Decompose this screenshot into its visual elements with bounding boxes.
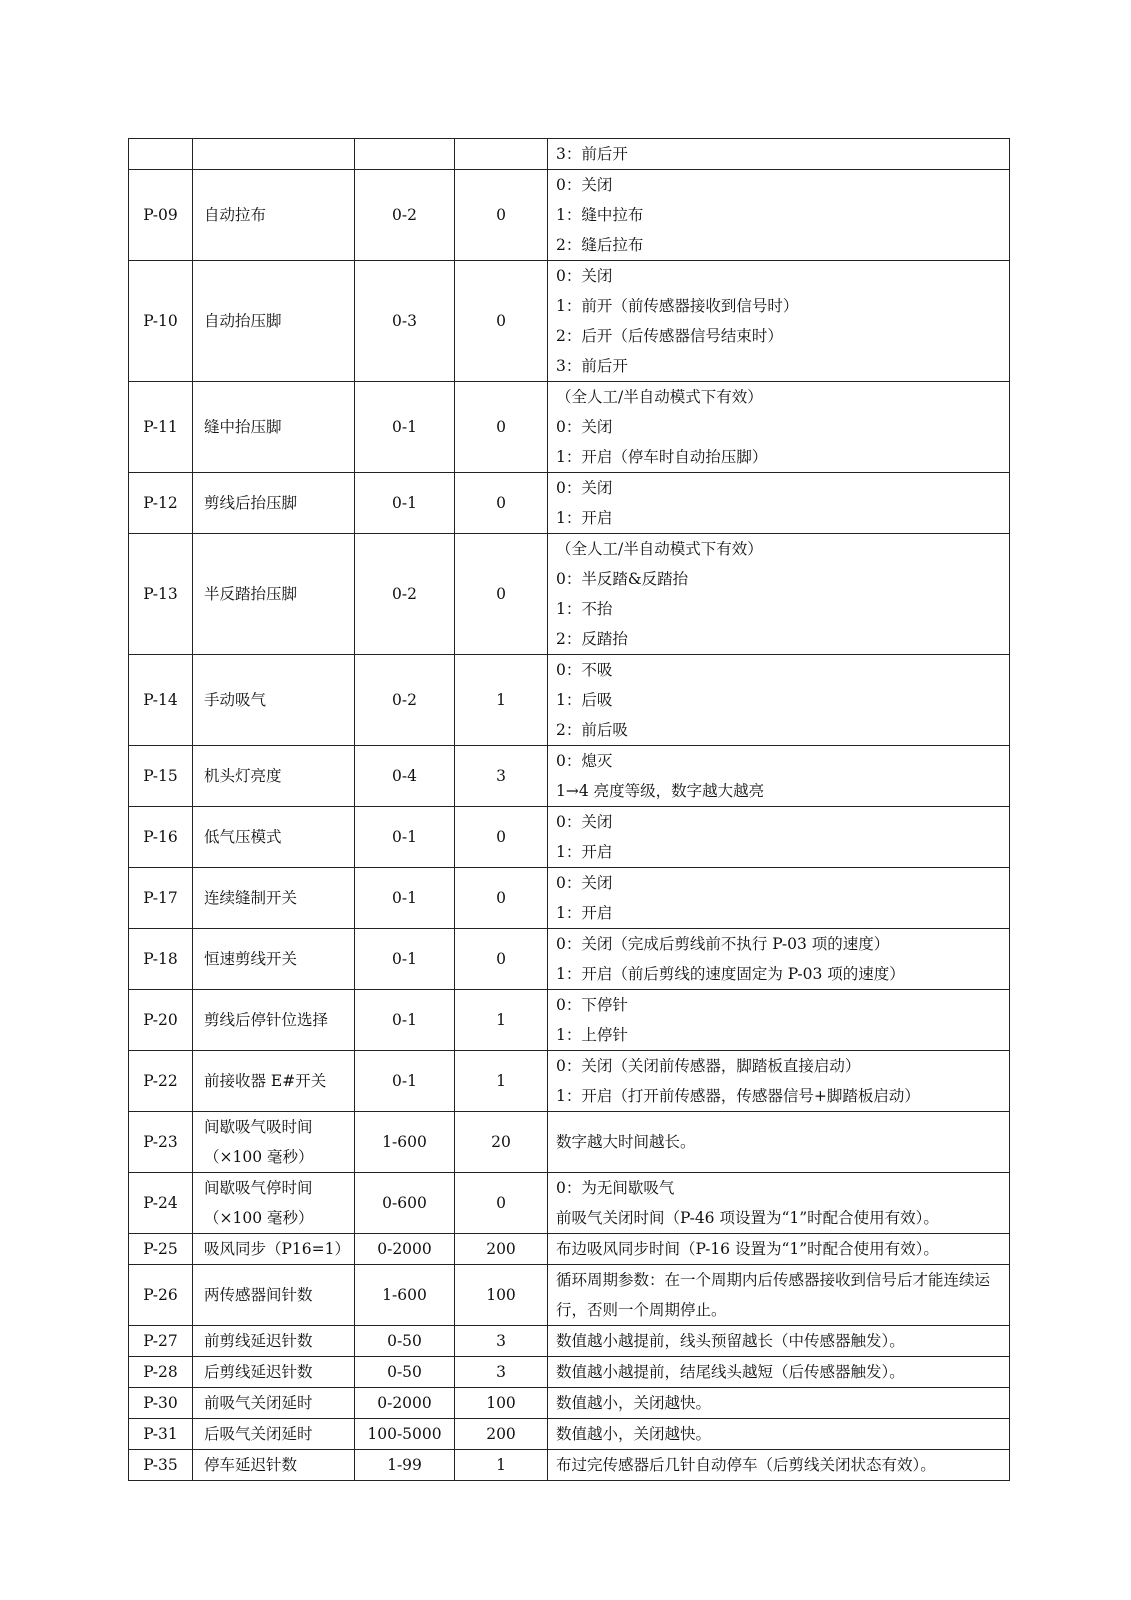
param-name-line: 前接收器 E#开关 (204, 1072, 327, 1090)
description-line: 循环周期参数：在一个周期内后传感器接收到信号后才能连续运行，否则一个周期停止。 (556, 1271, 991, 1319)
param-range: 0-2 (355, 534, 455, 655)
param-description (548, 746, 1010, 807)
param-range: 0-1 (355, 929, 455, 990)
param-name (193, 1234, 355, 1265)
table-row (129, 534, 1010, 655)
param-code: P-15 (129, 746, 193, 807)
param-range: 0-1 (355, 382, 455, 473)
param-description (548, 1173, 1010, 1234)
description-line: 2：前后吸 (556, 721, 628, 739)
param-range: 0-50 (355, 1357, 455, 1388)
description-line: 0：半反踏&反踏抬 (556, 570, 689, 588)
param-default: 0 (455, 929, 548, 990)
param-name-line: 两传感器间针数 (204, 1286, 313, 1304)
table-row (129, 807, 1010, 868)
param-range: 0-3 (355, 261, 455, 382)
param-name-line: 自动抬压脚 (204, 312, 282, 330)
description-line: 0：关闭（完成后剪线前不执行 P-03 项的速度） (556, 935, 890, 953)
param-code: P-09 (129, 170, 193, 261)
param-name-line: 恒速剪线开关 (204, 950, 298, 968)
param-description (548, 990, 1010, 1051)
table-row (129, 170, 1010, 261)
param-description (548, 1388, 1010, 1419)
param-code: P-28 (129, 1357, 193, 1388)
param-default: 3 (455, 1326, 548, 1357)
parameter-table (128, 138, 1010, 1481)
param-description (548, 534, 1010, 655)
param-range: 1-99 (355, 1450, 455, 1481)
param-name (193, 1051, 355, 1112)
description-line: 0：关闭 (556, 418, 613, 436)
description-line: 数值越小，关闭越快。 (556, 1394, 712, 1412)
param-default: 0 (455, 868, 548, 929)
param-range: 0-1 (355, 807, 455, 868)
param-code: P-24 (129, 1173, 193, 1234)
table-row (129, 1357, 1010, 1388)
param-name (193, 170, 355, 261)
param-default: 0 (455, 473, 548, 534)
param-description (548, 868, 1010, 929)
param-code: P-18 (129, 929, 193, 990)
param-name-line: （×100 毫秒） (204, 1148, 314, 1166)
param-description (548, 1450, 1010, 1481)
param-range: 1-600 (355, 1112, 455, 1173)
table-row (129, 655, 1010, 746)
param-range: 0-4 (355, 746, 455, 807)
param-default: 200 (455, 1234, 548, 1265)
param-range: 0-1 (355, 1051, 455, 1112)
param-code: P-25 (129, 1234, 193, 1265)
param-code: P-22 (129, 1051, 193, 1112)
param-range: 1-600 (355, 1265, 455, 1326)
table-row (129, 382, 1010, 473)
param-code: P-30 (129, 1388, 193, 1419)
description-line: 1→4 亮度等级，数字越大越亮 (556, 782, 765, 800)
param-name (193, 534, 355, 655)
description-line: 1：开启 (556, 904, 613, 922)
table-row (129, 1051, 1010, 1112)
description-line: 数值越小越提前，结尾线头越短（后传感器触发）。 (556, 1363, 905, 1381)
description-line: 3：前后开 (556, 145, 628, 163)
param-code: P-35 (129, 1450, 193, 1481)
table-row (129, 139, 1010, 170)
param-name (193, 990, 355, 1051)
param-name (193, 261, 355, 382)
table-row (129, 1234, 1010, 1265)
description-line: 数值越小越提前，线头预留越长（中传感器触发）。 (556, 1332, 905, 1350)
table-row (129, 473, 1010, 534)
description-line: 1：上停针 (556, 1026, 628, 1044)
param-name (193, 807, 355, 868)
param-name (193, 868, 355, 929)
description-line: 0：关闭 (556, 479, 613, 497)
param-code: P-10 (129, 261, 193, 382)
parameter-table-body (129, 139, 1010, 1481)
description-line: 1：缝中拉布 (556, 206, 644, 224)
param-range: 0-2000 (355, 1388, 455, 1419)
param-default: 1 (455, 990, 548, 1051)
description-line: 0：不吸 (556, 661, 613, 679)
param-name-line: 吸风同步（P16=1） (204, 1240, 351, 1258)
description-line: 数字越大时间越长。 (556, 1133, 696, 1151)
param-description (548, 1234, 1010, 1265)
param-code: P-14 (129, 655, 193, 746)
param-description (548, 1357, 1010, 1388)
param-description (548, 139, 1010, 170)
param-range: 0-1 (355, 868, 455, 929)
param-name-line: 半反踏抬压脚 (204, 585, 298, 603)
param-code: P-26 (129, 1265, 193, 1326)
description-line: 0：下停针 (556, 996, 628, 1014)
param-name (193, 1265, 355, 1326)
table-row (129, 990, 1010, 1051)
table-row (129, 1326, 1010, 1357)
description-line: 0：关闭（关闭前传感器，脚踏板直接启动） (556, 1057, 861, 1075)
description-line: 0：关闭 (556, 813, 613, 831)
description-line: 布边吸风同步时间（P-16 设置为“1”时配合使用有效）。 (556, 1240, 939, 1258)
description-line: 前吸气关闭时间（P-46 项设置为“1”时配合使用有效）。 (556, 1209, 939, 1227)
param-name (193, 1388, 355, 1419)
description-line: 0：关闭 (556, 267, 613, 285)
param-code (129, 139, 193, 170)
description-line: 0：关闭 (556, 874, 613, 892)
param-code: P-17 (129, 868, 193, 929)
description-line: （全人工/半自动模式下有效） (556, 540, 763, 558)
param-name-line: 缝中抬压脚 (204, 418, 282, 436)
description-line: 1：后吸 (556, 691, 613, 709)
param-range (355, 139, 455, 170)
param-description (548, 1326, 1010, 1357)
table-row (129, 261, 1010, 382)
param-default: 1 (455, 1450, 548, 1481)
table-row (129, 868, 1010, 929)
param-name-line: （×100 毫秒） (204, 1209, 314, 1227)
param-range: 0-50 (355, 1326, 455, 1357)
param-name-line: 自动拉布 (204, 206, 267, 224)
description-line: 2：缝后拉布 (556, 236, 644, 254)
param-code: P-11 (129, 382, 193, 473)
param-code: P-31 (129, 1419, 193, 1450)
param-range: 0-600 (355, 1173, 455, 1234)
description-line: 1：开启（打开前传感器，传感器信号+脚踏板启动） (556, 1087, 920, 1105)
param-name-line: 机头灯亮度 (204, 767, 282, 785)
param-name-line: 剪线后停针位选择 (204, 1011, 329, 1029)
param-code: P-27 (129, 1326, 193, 1357)
param-name-line: 后剪线延迟针数 (204, 1363, 313, 1381)
param-description (548, 807, 1010, 868)
param-name-line: 间歇吸气吸时间 (204, 1118, 313, 1136)
description-line: 2：反踏抬 (556, 630, 628, 648)
param-name (193, 929, 355, 990)
description-line: 0：为无间歇吸气 (556, 1179, 675, 1197)
param-name-line: 前吸气关闭延时 (204, 1394, 313, 1412)
description-line: 1：开启 (556, 509, 613, 527)
description-line: （全人工/半自动模式下有效） (556, 388, 763, 406)
param-description (548, 170, 1010, 261)
description-line: 0：关闭 (556, 176, 613, 194)
table-row (129, 1173, 1010, 1234)
description-line: 1：不抬 (556, 600, 613, 618)
param-default: 3 (455, 746, 548, 807)
param-range: 0-2 (355, 170, 455, 261)
param-code: P-20 (129, 990, 193, 1051)
param-name-line: 连续缝制开关 (204, 889, 298, 907)
param-code: P-12 (129, 473, 193, 534)
param-name-line: 前剪线延迟针数 (204, 1332, 313, 1350)
description-line: 1：开启（前后剪线的速度固定为 P-03 项的速度） (556, 965, 905, 983)
param-default: 200 (455, 1419, 548, 1450)
param-name-line: 间歇吸气停时间 (204, 1179, 313, 1197)
param-name (193, 1173, 355, 1234)
param-default: 0 (455, 1173, 548, 1234)
param-description (548, 655, 1010, 746)
param-default: 0 (455, 170, 548, 261)
param-default (455, 139, 548, 170)
param-default: 1 (455, 1051, 548, 1112)
param-default: 0 (455, 261, 548, 382)
table-row (129, 1388, 1010, 1419)
param-name (193, 655, 355, 746)
param-range: 0-2 (355, 655, 455, 746)
param-range: 0-2000 (355, 1234, 455, 1265)
description-line: 1：前开（前传感器接收到信号时） (556, 297, 799, 315)
param-code: P-13 (129, 534, 193, 655)
param-default: 0 (455, 382, 548, 473)
param-name (193, 1112, 355, 1173)
param-range: 0-1 (355, 473, 455, 534)
param-default: 20 (455, 1112, 548, 1173)
param-description (548, 1112, 1010, 1173)
param-name (193, 382, 355, 473)
table-row (129, 1450, 1010, 1481)
param-range: 0-1 (355, 990, 455, 1051)
param-code: P-16 (129, 807, 193, 868)
param-code: P-23 (129, 1112, 193, 1173)
param-name-line: 后吸气关闭延时 (204, 1425, 313, 1443)
description-line: 数值越小，关闭越快。 (556, 1425, 712, 1443)
description-line: 2：后开（后传感器信号结束时） (556, 327, 783, 345)
param-name (193, 1326, 355, 1357)
table-row (129, 1112, 1010, 1173)
description-line: 1：开启 (556, 843, 613, 861)
description-line: 0：熄灭 (556, 752, 613, 770)
param-description (548, 929, 1010, 990)
param-default: 0 (455, 807, 548, 868)
param-name (193, 139, 355, 170)
param-name (193, 473, 355, 534)
param-description (548, 382, 1010, 473)
table-row (129, 1265, 1010, 1326)
param-name (193, 1357, 355, 1388)
param-name (193, 1419, 355, 1450)
table-row (129, 746, 1010, 807)
param-description (548, 1419, 1010, 1450)
param-name-line: 手动吸气 (204, 691, 267, 709)
description-line: 布过完传感器后几针自动停车（后剪线关闭状态有效）。 (556, 1456, 936, 1474)
param-default: 3 (455, 1357, 548, 1388)
param-default: 1 (455, 655, 548, 746)
param-range: 100-5000 (355, 1419, 455, 1450)
param-description (548, 1265, 1010, 1326)
description-line: 3：前后开 (556, 357, 628, 375)
param-default: 0 (455, 534, 548, 655)
param-name-line: 停车延迟针数 (204, 1456, 298, 1474)
table-row (129, 929, 1010, 990)
param-name-line: 低气压模式 (204, 828, 282, 846)
param-name (193, 1450, 355, 1481)
description-line: 1：开启（停车时自动抬压脚） (556, 448, 768, 466)
param-default: 100 (455, 1265, 548, 1326)
param-default: 100 (455, 1388, 548, 1419)
param-name (193, 746, 355, 807)
table-row (129, 1419, 1010, 1450)
param-description (548, 261, 1010, 382)
param-description (548, 1051, 1010, 1112)
param-name-line: 剪线后抬压脚 (204, 494, 298, 512)
param-description (548, 473, 1010, 534)
